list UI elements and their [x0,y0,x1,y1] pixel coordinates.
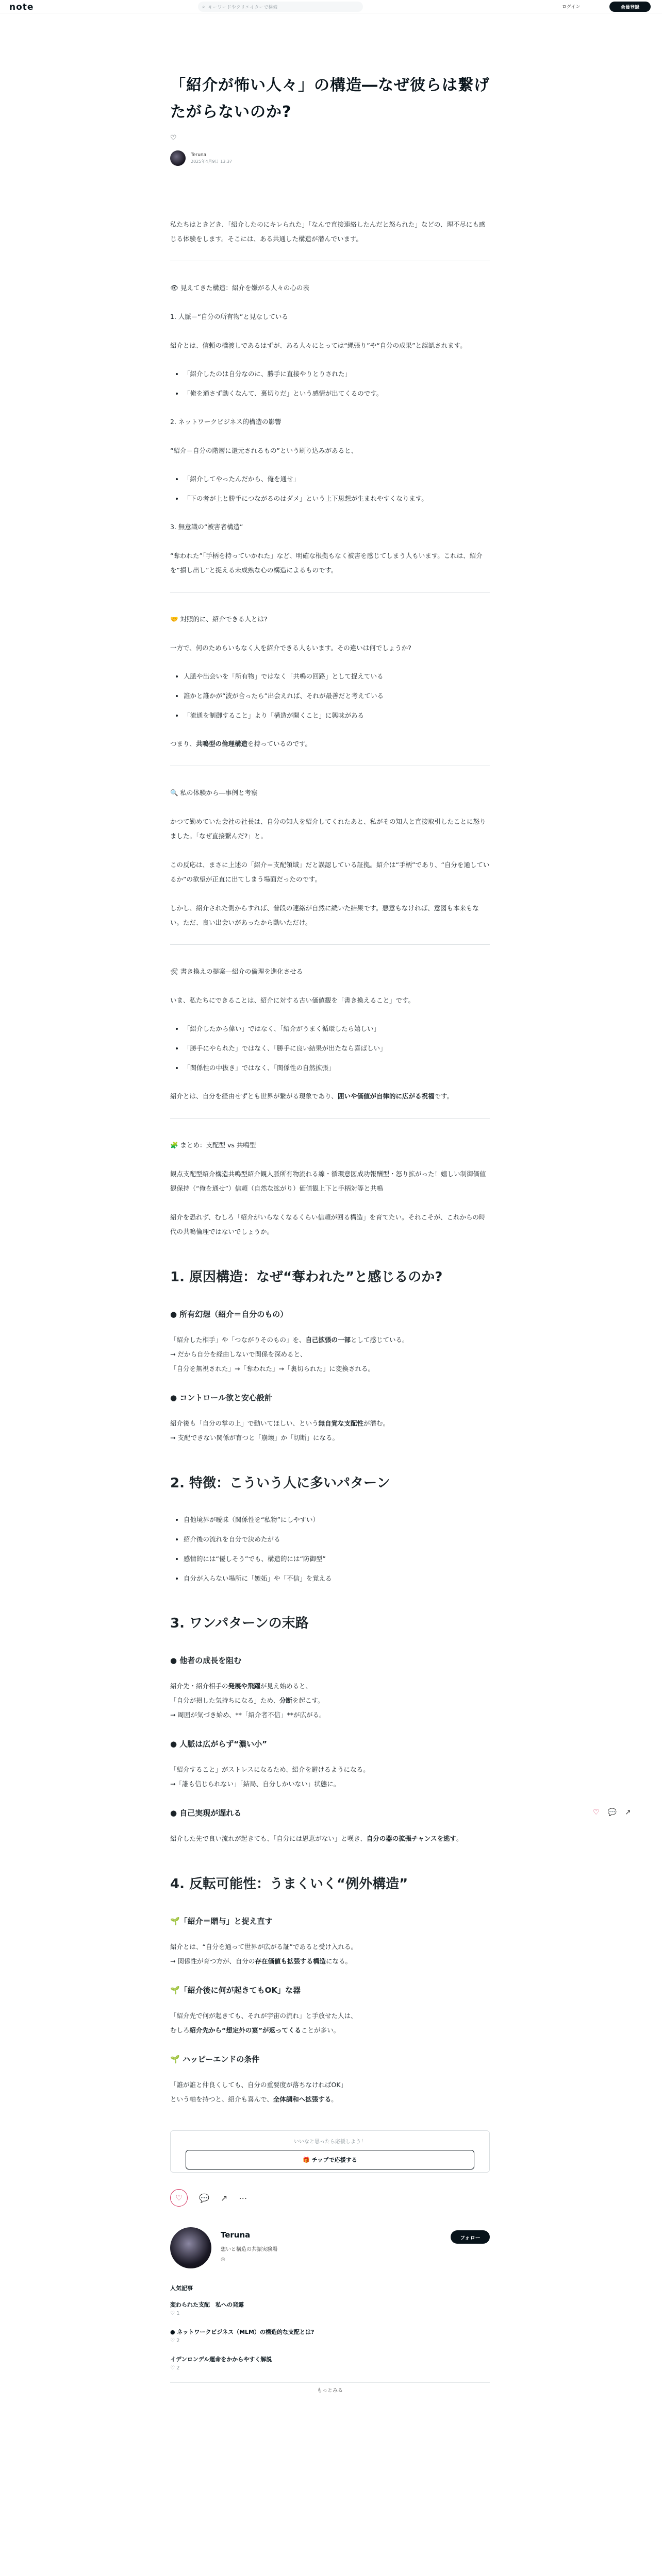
list-item: • 自他境界が曖昧（関係性を“私物”にしやすい） [184,1513,490,1527]
list-item: • 「俺を通さず動くなんて、裏切りだ」という感情が出てくるのです。 [184,387,490,400]
popular-item-title[interactable]: 変わられた支配 私への発露 [170,2301,244,2308]
avatar[interactable] [170,2227,211,2268]
paragraph: 紹介とは、“自分を通って世界が広がる証”であると受け入れる。 → 関係性が育つ方が、自分の存在価値も拡張する構造になる。 [170,1943,357,1965]
paragraph: かつて勤めていた会社の社長は、自分の知人を紹介してくれたあと、私がその知人と直接取引したことに怒りました。「なぜ直接繋んだ?」と。 [170,818,486,840]
list-item: • 自分が入らない場所に「嫉妬」や「不信」を覚える [184,1572,490,1585]
tip-icon: 🎁 [303,2156,312,2163]
paragraph: 「紹介した相手」や「つながりそのもの」を、自己拡張の一部として感じている。 → だから自分を経由しないで関係を深めると、 「自分を無視された」→「奪われた」→「裏切られた」に変換される。 [170,1336,409,1372]
heading-2: 2. 特徴：こういう人に多いパターン [170,1476,390,1491]
section-title: 🧩 まとめ：支配型 vs 共鳴型 [170,1141,256,1149]
paragraph: “奪われた”「手柄を持っていかれた」など、明確な根拠もなく被害を感じてしまう人もいます。これは、紹介を“損し出し”と捉える未成熟な心の構造によるものです。 [170,552,483,574]
paragraph: 紹介を恐れず、むしろ「紹介がいらなくなるくらい信頼が回る構造」を育てたい。それこそが、これからの時代の共鳴倫理ではないでしょうか。 [170,1213,486,1235]
section-title: 👁 見えてきた構造：紹介を嫌がる人々の心の表 [170,284,309,292]
paragraph: 一方で、何のためらいもなく人を紹介できる人もいます。その違いは何でしょうか? [170,644,411,652]
heading-3: ● 他者の成長を阻む [170,1656,242,1665]
heading-3: ● コントロール欲と安心設計 [170,1393,273,1402]
tip-button[interactable] [186,2150,474,2170]
support-box [170,2130,490,2173]
section-title: 🤝 対照的に、紹介できる人とは? [170,615,268,623]
list [184,670,490,722]
paragraph: この反応は、まさに上述の「紹介＝支配領域」だと誤認している証拠。紹介は“手柄”であり、“自分を通しているか”の欲望が正直に出てしまう場面だったのです。 [170,861,490,883]
heading-3: ● 人脈は広がらず“濃い小” [170,1739,268,1749]
share-icon[interactable]: ↗ [220,2193,228,2203]
intro: 私たちはときどき、「紹介したのにキレられた」「なんで直接連絡したんだと怒られた」などの、理不尽にも感じる体験をします。そこには、ある共通した構造が潜んでいます。 [170,221,486,243]
profile-desc: 想いと構造の共振実験場 [221,2247,277,2252]
profile-name[interactable]: Teruna [221,2230,251,2240]
popular-item-likes: ♡ 2 [170,2365,180,2371]
list-item: • 「下の者が上と勝手につながるのはダメ」という上下思想が生まれやすくなります。 [184,492,490,505]
paragraph: 紹介とは、自分を経由せずとも世界が繋がる現象であり、囲いや価値が自律的に広がる祝福です。 [170,1092,454,1100]
list-item: • 人脈や出会いを「所有物」ではなく「共鳴の回路」として捉えている [184,670,490,683]
list-item: • 「勝手にやられた」ではなく、「勝手に良い結果が出たなら喜ばしい」 [184,1042,490,1055]
popular-item-likes: ♡ 1 [170,2311,180,2316]
paragraph: 「誰が誰と仲良くしても、自分の重要度が落ちなければOK」 という軸を持つと、紹介も喜んで、全体調和へ拡張する。 [170,2081,347,2103]
paragraph: 紹介した先で良い流れが起きても、「自分には恩恵がない」と嘆き、自分の器の拡張チャンスを逃す。 [170,1835,463,1842]
article-title: 「紹介が怖い人々」の構造―なぜ彼らは繋げたがらないのか? [170,76,490,121]
paragraph: 「紹介すること」がストレスになるため、紹介を避けるようになる。 →「誰も信じられない」「結局、自分しかいない」状態に。 [170,1766,370,1788]
list-item: • 「紹介したのは自分なのに、勝手に直接やりとりされた」 [184,367,490,381]
heading-2: 1. 原因構造：なぜ“奪われた”と感じるのか? [170,1269,443,1285]
divider [170,944,490,945]
search-placeholder: キーワードやクリエイターで検索 [208,5,278,10]
paragraph: しかし、紹介された側からすれば、普段の連絡が自然に続いた結果です。悪意もなければ、意図も本来もない。ただ、良い出会いがあったから動いただけ。 [170,904,479,926]
side-heart-icon[interactable]: ♡ [593,1808,600,1817]
register-button[interactable]: 会員登録 [609,2,651,12]
list-item: • 「紹介してやったんだから、俺を通せ」 [184,472,490,486]
popular-item-title[interactable]: イデンロンデル運命をかからやすく解説 [170,2356,272,2363]
list-item: • 紹介後の流れを自分で決めたがる [184,1533,490,1546]
list [184,472,490,505]
paragraph: 観点支配型紹介構造共鳴型紹介観人脈所有物流れる線・循環意図成功報酬型・怒り拡がった！嬉しい制御価値観保持（“俺を通せ”）信頼（自然な拡がり）価値観上下と手柄対等と共鳴 [170,1170,486,1192]
popular-articles [170,2284,490,2394]
search-icon: ⌕ [202,4,205,10]
post-date: 2025年4月9日 13:37 [191,159,233,164]
like-button[interactable]: ♡ [170,2189,188,2207]
subheading: 3. 無意識の“被害者構造” [170,523,243,531]
side-comment-icon[interactable]: 💬 [607,1808,617,1817]
list-item: • 「紹介したから偉い」ではなく、「紹介がうまく循環したら嬉しい」 [184,1022,490,1036]
login-link[interactable]: ログイン [562,5,581,10]
heading-3: 🌱「紹介＝贈与」と捉え直す [170,1917,273,1926]
paragraph: 紹介先・紹介相手の発展や飛躍が見え始めると、 「自分が損した気持ちになる」ため、分断を起こす。 → 周囲が気づき始め、**「紹介者不信」**が広がる。 [170,1682,326,1719]
heading-2: 4. 反転可能性：うまくいく“例外構造” [170,1876,408,1892]
paragraph: 「紹介先で何が起きても、それが宇宙の流れ」と手放せた人は、 むしろ紹介先から“想定外の宴”が返ってくることが多い。 [170,2012,357,2034]
note-logo[interactable]: note [9,2,34,12]
heading-2: 3. ワンパターンの末路 [170,1616,309,1631]
article [170,72,490,2394]
tip-label: チップで応援する [311,2157,357,2163]
popular-item-title[interactable]: ● ネットワークビジネス（MLM）の構造的な支配とは? [170,2329,315,2335]
list-item: • 「流通を制御すること」より「構造が開くこと」に興味がある [184,709,490,722]
more-icon[interactable]: ⋯ [239,2193,247,2203]
rss-icon[interactable]: ◎ [221,2257,225,2262]
list [184,367,490,400]
paragraph: “紹介＝自分の階層に還元されるもの”という刷り込みがあると、 [170,447,357,454]
subheading: 1. 人脈＝“自分の所有物”と見なしている [170,313,288,320]
heading-3: ● 自己実現が遅れる [170,1808,242,1818]
paragraph: いま、私たちにできることは、紹介に対する古い価値観を「書き換えること」です。 [170,996,415,1004]
search-input[interactable] [198,2,363,12]
support-question: いいなと思ったら応援しよう！ [294,2139,366,2145]
heading-3: 🌱 ハッピーエンドの条件 [170,2055,260,2064]
like-icon[interactable]: ♡ [170,134,177,142]
action-bar [170,2189,490,2207]
popular-item-likes: ♡ 2 [170,2338,180,2344]
heading-3: 🌱「紹介後に何が起きてもOK」な器 [170,1986,301,1995]
author-row [170,150,490,166]
article-body [170,217,490,2107]
heading-3: ● 所有幻想（紹介＝自分のもの） [170,1310,288,1319]
author-name[interactable]: Teruna [191,152,207,158]
paragraph: 紹介後も「自分の掌の上」で動いてほしい、という無自覚な支配性が潜む。 → 支配できない関係が育つと「崩壊」か「切断」になる。 [170,1419,390,1442]
more-link[interactable]: もっとみる [170,2382,490,2394]
paragraph: つまり、共鳴型の倫理構造を持っているのです。 [170,740,312,748]
header [0,0,662,13]
list [184,1513,490,1585]
side-actions [593,1808,631,1817]
section-title: 🛠 書き換えの提案―紹介の倫理を進化させる [170,968,303,975]
section-title: 🔍 私の体験から―事例と考察 [170,789,258,796]
list-item: • 「関係性の中抜き」ではなく、「関係性の自然拡張」 [184,1061,490,1075]
list-item: • 感情的には“優しそう”でも、構造的には“防御型” [184,1552,490,1566]
side-share-icon[interactable]: ↗ [625,1808,631,1817]
comment-icon[interactable]: 💬 [199,2193,209,2203]
author-profile [170,2227,490,2268]
follow-button[interactable]: フォロー [451,2230,490,2244]
list-item: • 誰かと誰かが“波が合ったら”出会えれば、それが最善だと考えている [184,689,490,703]
avatar[interactable] [170,150,186,166]
list [184,1022,490,1075]
subheading: 2. ネットワークビジネス的構造の影響 [170,418,282,426]
paragraph: 紹介とは、信頼の橋渡しであるはずが、ある人々にとっては“縄張り”や“自分の成果”と誤認されます。 [170,342,467,349]
popular-label: 人気記事 [170,2285,193,2292]
